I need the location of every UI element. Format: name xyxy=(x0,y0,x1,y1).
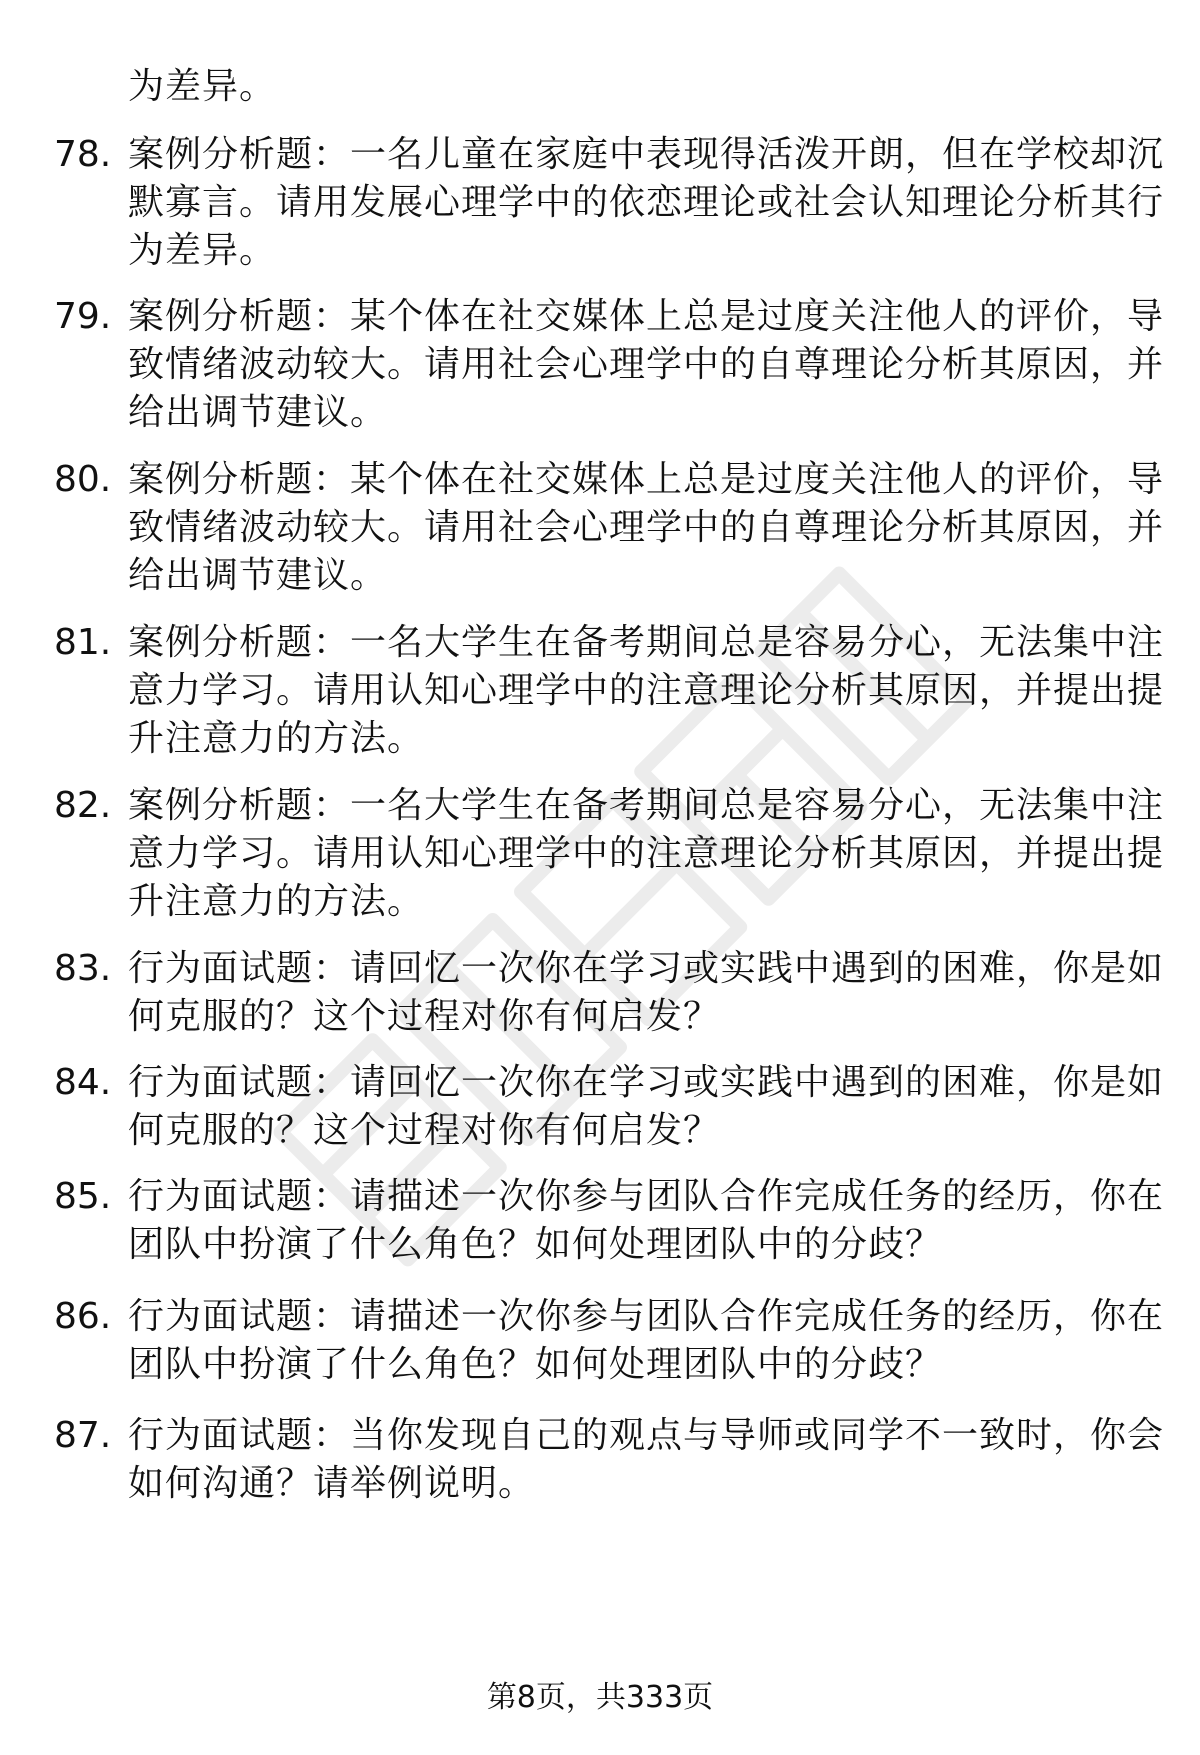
question-text-line: 何克服的？这个过程对你有何启发？ xyxy=(128,1110,721,1151)
question-text-line: 何克服的？这个过程对你有何启发？ xyxy=(128,996,721,1037)
question-text-line: 案例分析题：一名大学生在备考期间总是容易分心，无法集中注 xyxy=(128,785,1165,826)
question-text-line: 行为面试题：请回忆一次你在学习或实践中遇到的困难，你是如 xyxy=(128,1062,1165,1103)
continuation-text: 为差异。 xyxy=(128,66,277,107)
question-number: 87. xyxy=(54,1415,112,1456)
question-text-line: 案例分析题：某个体在社交媒体上总是过度关注他人的评价，导 xyxy=(128,459,1165,500)
question-number: 85. xyxy=(54,1176,112,1217)
question-text-line: 意力学习。请用认知心理学中的注意理论分析其原因，并提出提 xyxy=(128,670,1165,711)
question-number: 79. xyxy=(54,296,112,337)
question-number: 84. xyxy=(54,1062,112,1103)
question-number: 86. xyxy=(54,1296,112,1337)
question-number: 81. xyxy=(54,622,112,663)
question-text-line: 意力学习。请用认知心理学中的注意理论分析其原因，并提出提 xyxy=(128,833,1165,874)
question-text-line: 默寡言。请用发展心理学中的依恋理论或社会认知理论分析其行 xyxy=(128,182,1165,223)
page-footer: 第8页，共333页 xyxy=(486,1680,714,1715)
question-text-line: 致情绪波动较大。请用社会心理学中的自尊理论分析其原因，并 xyxy=(128,344,1165,385)
question-text-line: 团队中扮演了什么角色？如何处理团队中的分歧？ xyxy=(128,1224,943,1265)
question-number: 78. xyxy=(54,134,112,175)
question-text-line: 给出调节建议。 xyxy=(128,392,388,433)
question-number: 83. xyxy=(54,948,112,989)
question-text-line: 升注意力的方法。 xyxy=(128,718,425,759)
question-text-line: 行为面试题：请描述一次你参与团队合作完成任务的经历，你在 xyxy=(128,1296,1165,1337)
question-text-line: 团队中扮演了什么角色？如何处理团队中的分歧？ xyxy=(128,1344,943,1385)
question-text-line: 为差异。 xyxy=(128,230,277,271)
question-text-line: 行为面试题：请描述一次你参与团队合作完成任务的经历，你在 xyxy=(128,1176,1165,1217)
question-text-line: 行为面试题：请回忆一次你在学习或实践中遇到的困难，你是如 xyxy=(128,948,1165,989)
question-text-line: 行为面试题：当你发现自己的观点与导师或同学不一致时，你会 xyxy=(128,1415,1165,1456)
question-text-line: 案例分析题：某个体在社交媒体上总是过度关注他人的评价，导 xyxy=(128,296,1165,337)
question-text-line: 如何沟通？请举例说明。 xyxy=(128,1463,536,1504)
question-number: 80. xyxy=(54,459,112,500)
question-text-line: 给出调节建议。 xyxy=(128,555,388,596)
question-text-line: 案例分析题：一名儿童在家庭中表现得活泼开朗，但在学校却沉 xyxy=(128,134,1165,175)
question-text-line: 案例分析题：一名大学生在备考期间总是容易分心，无法集中注 xyxy=(128,622,1165,663)
question-number: 82. xyxy=(54,785,112,826)
question-text-line: 升注意力的方法。 xyxy=(128,881,425,922)
question-text-line: 致情绪波动较大。请用社会心理学中的自尊理论分析其原因，并 xyxy=(128,507,1165,548)
